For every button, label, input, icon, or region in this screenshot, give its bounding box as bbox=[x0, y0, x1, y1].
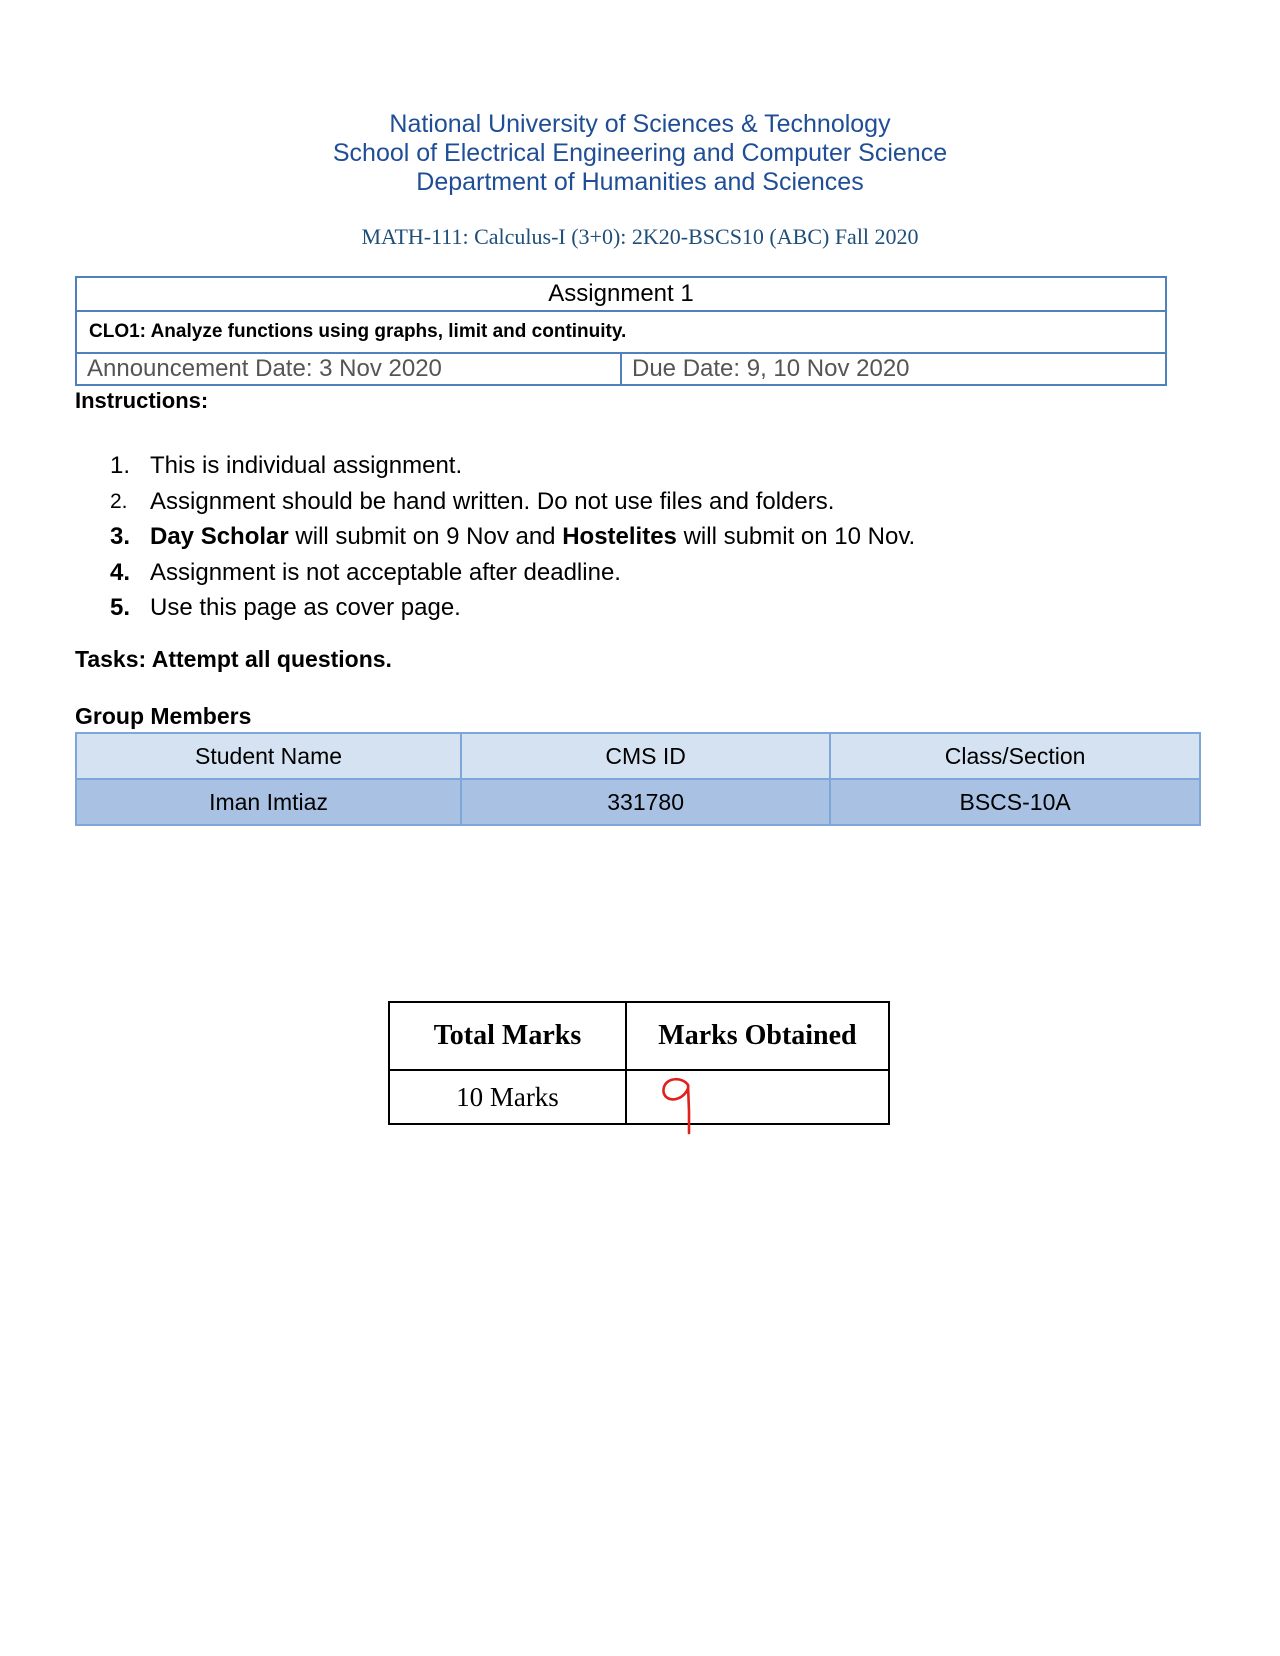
cms-id: 331780 bbox=[461, 779, 830, 825]
instructions-label: Instructions: bbox=[75, 388, 209, 413]
assignment-box bbox=[75, 276, 1167, 386]
item-text: Use this page as cover page. bbox=[150, 594, 461, 621]
department-name: Department of Humanities and Sciences bbox=[416, 168, 864, 196]
header-marks-obtained: Marks Obtained bbox=[626, 1002, 889, 1070]
item-text-mid: will submit on 9 Nov and bbox=[288, 523, 563, 550]
header-cms-id: CMS ID bbox=[461, 733, 830, 779]
university-name: National University of Sciences & Technology bbox=[389, 110, 891, 138]
header-student-name: Student Name bbox=[76, 733, 461, 779]
item-number: 5. bbox=[110, 594, 131, 621]
item-number: 1. bbox=[110, 452, 131, 479]
list-item bbox=[110, 590, 915, 626]
header-class-section: Class/Section bbox=[830, 733, 1200, 779]
item-text: This is individual assignment. bbox=[150, 452, 463, 479]
tasks-heading: Tasks: Attempt all questions. bbox=[75, 646, 392, 672]
list-item bbox=[110, 448, 915, 484]
clo-text: CLO1: Analyze functions using graphs, limit and continuity. bbox=[77, 312, 1165, 354]
marks-obtained-cell bbox=[626, 1070, 889, 1124]
day-scholar-label: Day Scholar bbox=[150, 523, 289, 550]
course-title: MATH-111: Calculus-I (3+0): 2K20-BSCS10 (ABC) Fall 2020 bbox=[361, 224, 919, 249]
item-number: 4. bbox=[110, 558, 131, 586]
list-item bbox=[110, 555, 915, 591]
assignment-title: Assignment 1 bbox=[77, 278, 1165, 312]
table-header-row bbox=[76, 733, 1200, 779]
student-name: Iman Imtiaz bbox=[76, 779, 461, 825]
handwritten-nine-mark bbox=[657, 1075, 697, 1135]
group-members-table bbox=[75, 732, 1201, 826]
item-number: 3. bbox=[110, 523, 131, 550]
item-text-end: will submit on 10 Nov. bbox=[676, 523, 916, 550]
instructions-list bbox=[110, 448, 915, 626]
hostelites-label: Hostelites bbox=[562, 523, 677, 550]
item-text: Assignment is not acceptable after deadline. bbox=[150, 558, 621, 586]
dates-row bbox=[77, 354, 1165, 384]
class-section: BSCS-10A bbox=[830, 779, 1200, 825]
item-text bbox=[150, 519, 915, 555]
due-date: Due Date: 9, 10 Nov 2020 bbox=[632, 355, 910, 382]
marks-row bbox=[389, 1070, 889, 1124]
table-row bbox=[76, 779, 1200, 825]
total-marks: 10 Marks bbox=[389, 1070, 626, 1124]
list-item bbox=[110, 519, 915, 555]
announcement-date: Announcement Date: 3 Nov 2020 bbox=[77, 354, 622, 384]
group-members-label: Group Members bbox=[75, 703, 252, 729]
item-number: 2. bbox=[110, 489, 128, 513]
marks-header-row bbox=[389, 1002, 889, 1070]
list-item bbox=[110, 484, 915, 520]
school-name: School of Electrical Engineering and Computer Science bbox=[332, 139, 948, 167]
marks-table bbox=[388, 1001, 890, 1125]
item-text: Assignment should be hand written. Do not use files and folders. bbox=[150, 487, 835, 515]
header-total-marks: Total Marks bbox=[389, 1002, 626, 1070]
